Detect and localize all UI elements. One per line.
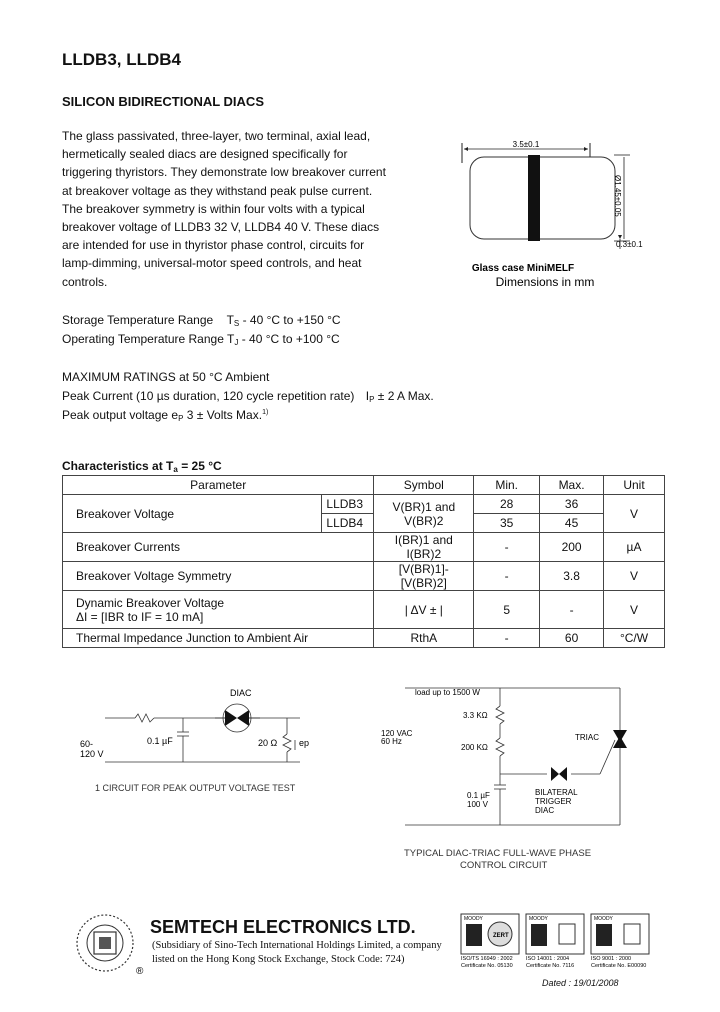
svg-text:60 Hz: 60 Hz <box>381 737 402 746</box>
peak-voltage-label: Peak output voltage e <box>62 408 179 422</box>
operating-temp-symbol: T <box>227 332 235 346</box>
table-row: Breakover Currents I(BR)1 and I(BR)2 - 200 µA <box>63 533 665 562</box>
svg-text:DIAC: DIAC <box>535 806 555 815</box>
company-name: SEMTECH ELECTRONICS LTD. <box>150 917 416 937</box>
description-line: controls. <box>62 274 108 289</box>
circuit2-caption-line2: CONTROL CIRCUIT <box>460 860 548 871</box>
symbol-breakover-voltage: V(BR)1 and V(BR)2 <box>374 495 474 533</box>
description-line: The glass passivated, three-layer, two terminal, axial lead, <box>62 129 371 143</box>
storage-temp-row: Storage Temperature Range TS - 40 °C to +150 °C <box>62 313 341 328</box>
svg-text:Certificate No. 05130: Certificate No. 05130 <box>461 963 513 969</box>
operating-temp-label: Operating Temperature Range <box>62 332 224 346</box>
device-lldb3: LLDB3 <box>322 495 374 514</box>
page-title: LLDB3, LLDB4 <box>62 50 181 69</box>
page-subtitle: SILICON BIDIRECTIONAL DIACS <box>62 94 264 109</box>
description-line: hermetically sealed diacs are designed specifically for <box>62 147 348 162</box>
svg-text:120 VAC: 120 VAC <box>381 729 413 738</box>
operating-temp-row: Operating Temperature Range TJ - 40 °C to +100 °C <box>62 332 340 347</box>
description-line: lamp-dimming, universal-motor speed controls, and heat <box>62 256 362 271</box>
description <box>62 127 392 291</box>
dim-diameter: Ø1.45±0.05 <box>613 175 622 217</box>
svg-text:®: ® <box>136 966 144 977</box>
col-parameter: Parameter <box>63 476 374 495</box>
svg-text:MOODY: MOODY <box>594 916 613 922</box>
svg-text:120 V: 120 V <box>80 749 104 759</box>
svg-text:ISO/TS 16949 : 2002: ISO/TS 16949 : 2002 <box>461 956 513 962</box>
col-min: Min. <box>474 476 540 495</box>
svg-text:20 Ω: 20 Ω <box>258 738 278 748</box>
package-dimensions-note: Dimensions in mm <box>495 275 595 289</box>
svg-text:load up to 1500 W: load up to 1500 W <box>415 688 480 697</box>
cathode-band <box>528 155 540 241</box>
certification-badges <box>460 910 655 972</box>
col-symbol: Symbol <box>374 476 474 495</box>
operating-temp-value: - 40 °C to +100 °C <box>241 332 340 346</box>
svg-text:ep: ep <box>299 738 310 748</box>
dated: Dated : 19/01/2008 <box>542 978 619 988</box>
peak-voltage-row: Peak output voltage eP 3 ± Volts Max.$^{1)}$ <box>62 408 269 423</box>
dim-cap: 0.3±0.1 <box>616 240 643 249</box>
param-breakover-voltage: Breakover Voltage <box>63 495 322 533</box>
svg-text:TRIGGER: TRIGGER <box>535 797 572 806</box>
table-row: Thermal Impedance Junction to Ambient Air RthA - 60 °C/W <box>63 629 665 648</box>
semtech-logo <box>70 908 150 988</box>
description-line: breakover voltage of LLDB3 32 V, LLDB4 40 V. These diacs <box>62 220 380 235</box>
svg-text:Certificate No. E00090: Certificate No. E00090 <box>591 963 647 969</box>
peak-voltage-test-circuit <box>75 680 325 800</box>
table-row: Breakover Voltage LLDB3 V(BR)1 and V(BR)2 28 36 V <box>63 495 665 514</box>
svg-text:TRIAC: TRIAC <box>575 733 599 742</box>
svg-text:MOODY: MOODY <box>464 916 483 922</box>
company-subsidiary: (Subsidiary of Sino-Tech International Holdings Limited, a company listed on the Hong Kong Stock Exchange, Stock Code: 724) <box>152 940 442 965</box>
table-header-row <box>63 476 665 495</box>
svg-text:3.3 KΩ: 3.3 KΩ <box>463 711 488 720</box>
device-lldb4: LLDB4 <box>322 514 374 533</box>
col-unit: Unit <box>604 476 665 495</box>
storage-temp-value: - 40 °C to +150 °C <box>242 313 341 327</box>
description-line: triggering thyristors. They demonstrate low breakover current <box>62 165 386 180</box>
svg-text:DIAC: DIAC <box>230 688 252 698</box>
peak-current-label: Peak Current (10 µs duration, 120 cycle repetition rate) <box>62 389 355 403</box>
description-line: are intended for use in thyristor phase control, circuits for <box>62 238 365 253</box>
storage-temp-label: Storage Temperature Range <box>62 313 214 327</box>
svg-text:ISO 9001 : 2000: ISO 9001 : 2000 <box>591 956 632 962</box>
svg-text:0.1 µF: 0.1 µF <box>147 736 173 746</box>
table-row: Breakover Voltage Symmetry [V(BR)1]-[V(BR)2] - 3.8 V <box>63 562 665 591</box>
characteristics-heading: Characteristics at Ta = 25 °C <box>62 459 222 474</box>
storage-temp-symbol: T <box>226 313 234 327</box>
svg-text:100 V: 100 V <box>467 800 488 809</box>
description-line: at breakover voltage as they withstand peak pulse current. <box>62 183 373 198</box>
svg-text:200 KΩ: 200 KΩ <box>461 743 488 752</box>
ratings-heading: MAXIMUM RATINGS at 50 °C Ambient <box>62 370 270 384</box>
package-drawing <box>440 135 670 295</box>
svg-text:60-: 60- <box>80 739 94 749</box>
package-caption: Glass case MiniMELF <box>471 263 575 274</box>
circuit2-caption-line1: TYPICAL DIAC-TRIAC FULL-WAVE PHASE <box>404 848 592 859</box>
characteristics-table <box>62 475 665 648</box>
peak-current-value: ± 2 A Max. <box>377 389 434 403</box>
svg-text:MOODY: MOODY <box>529 916 548 922</box>
peak-voltage-value: 3 ± Volts Max. <box>186 408 263 422</box>
peak-current-row: Peak Current (10 µs duration, 120 cycle repetition rate) IP ± 2 A Max. <box>62 389 434 404</box>
table-row: LLDB4 35 45 <box>63 514 665 533</box>
description-line: The breakover symmetry is within four volts with a typical <box>62 201 365 216</box>
table-row: Dynamic Breakover Voltage ΔI = [IBR to IF = 10 mA] | ΔV ± | 5 - V <box>63 591 665 629</box>
circuit1-caption: 1 CIRCUIT FOR PEAK OUTPUT VOLTAGE TEST <box>95 783 296 793</box>
dim-length: 3.5±0.1 <box>512 140 540 149</box>
svg-text:ZERT: ZERT <box>493 933 509 939</box>
col-max: Max. <box>540 476 604 495</box>
svg-text:BILATERAL: BILATERAL <box>535 788 578 797</box>
svg-text:ISO 14001 : 2004: ISO 14001 : 2004 <box>526 956 570 962</box>
diac-triac-circuit <box>375 680 665 830</box>
svg-text:0.1 µF: 0.1 µF <box>467 791 490 800</box>
svg-text:Certificate No. 7116: Certificate No. 7116 <box>526 963 575 969</box>
